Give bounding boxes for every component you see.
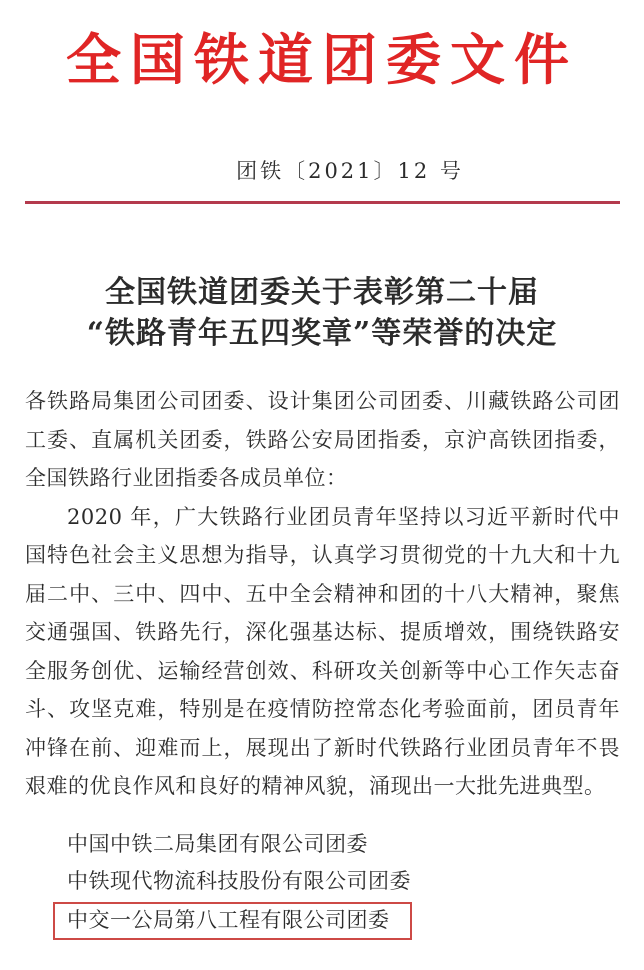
document-title-line-1: 全国铁道团委关于表彰第二十届 xyxy=(105,275,539,310)
list-item-highlighted: 中交一公局第八工程有限公司团委 xyxy=(53,902,412,940)
document-header-title: 全国铁道团委文件 xyxy=(65,27,578,92)
list-item: 中国中铁二局集团有限公司团委 xyxy=(67,831,368,856)
body-paragraph: 2020 年，广大铁路行业团员青年坚持以习近平新时代中国特色社会主义思想为指导，认真学习贯彻党的十九大和十九届二中、三中、四中、五中全会精神和团的十八大精神，聚焦交通强国、铁路先行，深化强基达标、提质增效，围绕铁路安全服务创优、运输经营创效、科研攻关创新等中心工作矢志奋斗、攻坚克难，特别是在疫情防控常态化考验面前，团员青年冲锋在前、迎难而上，展现出了新时代铁路行业团员青年不畏艰难的优良作风和良好的精神风貌，涌现出一大批先进典型。 xyxy=(25,504,620,798)
red-separator-line xyxy=(25,201,620,204)
list-item: 中铁现代物流科技股份有限公司团委 xyxy=(67,868,411,893)
salutation-paragraph: 各铁路局集团公司团委、设计集团公司团委、川藏铁路公司团工委、直属机关团委，铁路公安局团指委，京沪高铁团指委，全国铁路行业团指委各成员单位： xyxy=(25,389,620,490)
document-body xyxy=(25,382,620,940)
document-number: 团铁〔2021〕12 号 xyxy=(236,159,464,183)
document-title-line-2: “铁路青年五四奖章”等荣誉的决定 xyxy=(86,316,558,351)
award-list xyxy=(67,826,620,940)
document-title xyxy=(0,272,644,354)
